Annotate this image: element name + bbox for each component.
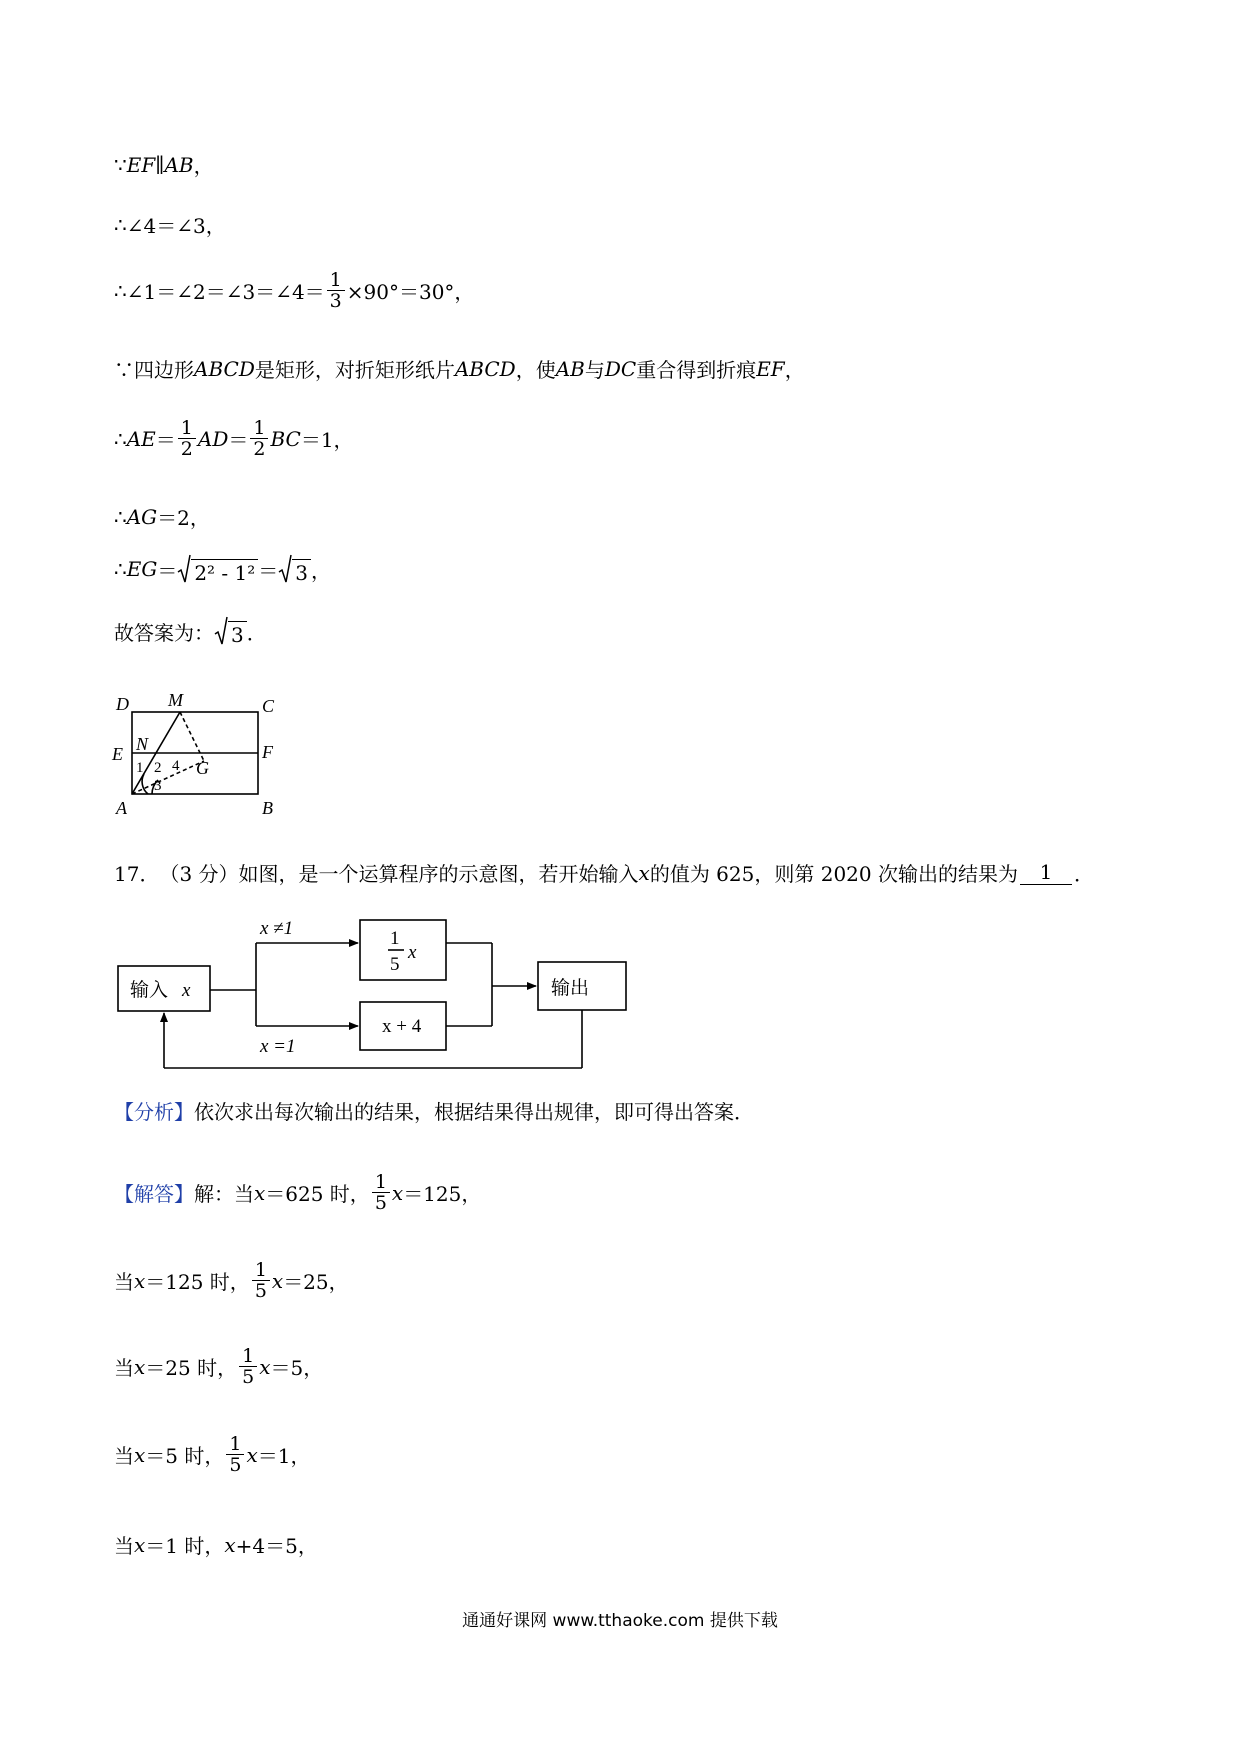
answer-step-5 <box>114 1530 318 1559</box>
label-g: G <box>196 758 209 778</box>
therefore-symbol: ∴ <box>114 212 127 237</box>
flowchart <box>110 906 640 1076</box>
var: x <box>246 1442 258 1467</box>
answer-step-3 <box>114 1346 323 1387</box>
condition: ＝1 时， <box>145 1534 225 1558</box>
var: AB <box>555 356 585 381</box>
analysis-tag: 【分析】 <box>114 1100 194 1124</box>
fraction <box>239 1346 257 1387</box>
var: x <box>391 1180 404 1205</box>
text: 是矩形，对折矩形纸片 <box>254 358 455 382</box>
numerator: 1 <box>254 1259 267 1281</box>
input-label: 输入 <box>130 980 169 1001</box>
condition: ＝5 时， <box>145 1444 225 1468</box>
question-17 <box>114 858 1094 887</box>
punct: ， <box>311 558 332 583</box>
var: DC <box>604 356 637 381</box>
var: ABCD <box>194 356 255 381</box>
line-rectangle-fold <box>114 354 805 383</box>
eq: ＝ <box>228 428 249 452</box>
denominator: 5 <box>254 1280 267 1302</box>
text: 当 <box>114 1534 134 1558</box>
line-ag-value <box>114 502 210 531</box>
question-number: 17． <box>114 862 160 886</box>
var: x <box>224 1532 236 1557</box>
angle-arc <box>142 774 148 794</box>
square-root <box>177 554 258 584</box>
var: x <box>254 1180 266 1205</box>
square-root <box>214 616 247 646</box>
var: AG <box>126 504 158 529</box>
rectangle-fold-figure <box>108 690 288 820</box>
punct: ． <box>246 620 267 645</box>
numerator: 1 <box>374 1171 387 1193</box>
numerator: 1 <box>329 269 342 291</box>
radicand: 3 <box>292 559 311 584</box>
label-angle-1: 1 <box>136 760 144 776</box>
numerator: 1 <box>180 417 193 439</box>
text: 故答案为： <box>114 620 214 645</box>
statement: ∠1＝∠2＝∠3＝∠4＝ <box>126 280 325 304</box>
square-root <box>278 554 311 584</box>
punct: ， <box>193 154 214 178</box>
text: 当 <box>114 1444 134 1468</box>
var: ABCD <box>454 356 516 381</box>
denominator: 5 <box>242 1366 255 1388</box>
result: ＝2， <box>157 506 210 530</box>
var: x <box>259 1354 271 1379</box>
therefore-symbol: ∴ <box>114 278 127 303</box>
box-denominator: 5 <box>390 954 400 975</box>
fraction <box>226 1434 244 1475</box>
text: 与 <box>584 358 605 382</box>
text: 当 <box>234 1182 254 1206</box>
condition-not-one: x ≠1 <box>260 918 294 939</box>
punct: ， <box>205 214 226 238</box>
page-footer: 通通好课网 www.tthaoke.com 提供下载 <box>462 1611 778 1631</box>
label-a: A <box>116 798 127 818</box>
condition: ＝25 时， <box>145 1356 238 1380</box>
denominator: 3 <box>329 290 342 312</box>
therefore-symbol: ∴ <box>114 504 127 529</box>
analysis <box>114 1096 754 1125</box>
condition-one: x =1 <box>260 1036 296 1057</box>
statement-tail: ×90°＝30°， <box>346 280 475 304</box>
box-x-plus-4-label: x + 4 <box>382 1016 422 1037</box>
therefore-symbol: ∴ <box>114 426 127 451</box>
because-symbol: ∵ <box>114 152 127 177</box>
statement: EF∥AB <box>126 152 194 177</box>
var: EF <box>756 356 785 381</box>
question-text: 的值为 625，则第 2020 次输出的结果为 <box>649 862 1018 886</box>
radicand: 2² - 1² <box>191 559 258 584</box>
label-c: C <box>262 696 275 716</box>
result: ＝125， <box>403 1182 482 1206</box>
label-f: F <box>262 742 273 762</box>
label-b: B <box>262 798 273 818</box>
denominator: 5 <box>374 1192 387 1214</box>
text: 重合得到折痕 <box>636 358 757 382</box>
answer-blank: 1 <box>1020 860 1072 885</box>
numerator: 1 <box>242 1345 255 1367</box>
var: BC <box>270 426 301 451</box>
line-ae-value <box>114 418 354 459</box>
analysis-text: 依次求出每次输出的结果，根据结果得出规律，即可得出答案． <box>194 1100 754 1124</box>
label-e: E <box>112 744 123 764</box>
denominator: 2 <box>180 438 193 460</box>
result: ＝1， <box>257 1444 311 1468</box>
label-m: M <box>168 690 183 710</box>
var: x <box>134 1442 146 1467</box>
answer-step-1 <box>114 1172 481 1213</box>
result: ＝1， <box>300 428 354 452</box>
denominator: 2 <box>253 438 266 460</box>
var: x <box>134 1354 146 1379</box>
text: 当 <box>114 1270 134 1294</box>
answer-step-4 <box>114 1434 310 1475</box>
result: ＝25， <box>283 1270 349 1294</box>
text: ∵四边形 <box>114 358 194 382</box>
label-d: D <box>116 694 129 714</box>
fraction <box>252 1260 270 1301</box>
output-label: 输出 <box>551 978 590 999</box>
var: x <box>638 860 650 885</box>
radicand: 3 <box>228 621 247 646</box>
fraction <box>250 418 268 459</box>
line-angle4-eq-angle3 <box>114 210 226 239</box>
question-score: （3 分） <box>159 862 239 886</box>
fraction <box>327 270 345 311</box>
line-final-answer <box>114 616 267 646</box>
eq: ＝ <box>155 428 176 452</box>
label-angle-2: 2 <box>154 760 162 776</box>
text: ，使 <box>515 358 556 382</box>
fraction <box>178 418 196 459</box>
question-text: 如图，是一个运算程序的示意图，若开始输入 <box>238 862 639 886</box>
label-n: N <box>136 734 149 754</box>
denominator: 5 <box>229 1454 242 1476</box>
text: ， <box>784 358 805 382</box>
answer-tag: 【解答】 <box>114 1182 194 1206</box>
result: ＝5， <box>270 1356 324 1380</box>
condition: ＝125 时， <box>145 1270 250 1294</box>
text: 当 <box>114 1356 134 1380</box>
answer-step-2 <box>114 1260 349 1301</box>
line-eg-value <box>114 554 331 584</box>
numerator: 1 <box>229 1433 242 1455</box>
eq: ＝ <box>258 558 279 583</box>
var: EG <box>126 557 158 581</box>
input-var: x <box>182 980 191 1001</box>
answer-intro: 解： <box>194 1182 234 1206</box>
result: +4＝5， <box>235 1534 318 1558</box>
line-ef-parallel-ab <box>114 150 214 179</box>
condition: ＝625 时， <box>265 1182 370 1206</box>
var: AD <box>197 426 229 451</box>
statement: ∠4＝∠3 <box>126 214 206 238</box>
var: x <box>271 1268 284 1293</box>
box-numerator: 1 <box>390 928 400 949</box>
label-angle-3: 3 <box>154 778 162 794</box>
numerator: 1 <box>253 417 266 439</box>
line-angles-30 <box>114 270 474 311</box>
var: x <box>134 1268 146 1293</box>
eq: ＝ <box>157 558 178 583</box>
therefore-symbol: ∴ <box>114 557 127 581</box>
box-var: x <box>408 942 417 963</box>
var: x <box>134 1532 146 1557</box>
punct: ． <box>1073 862 1094 886</box>
var: AE <box>126 426 156 451</box>
fraction <box>372 1172 390 1213</box>
label-angle-4: 4 <box>172 758 180 774</box>
